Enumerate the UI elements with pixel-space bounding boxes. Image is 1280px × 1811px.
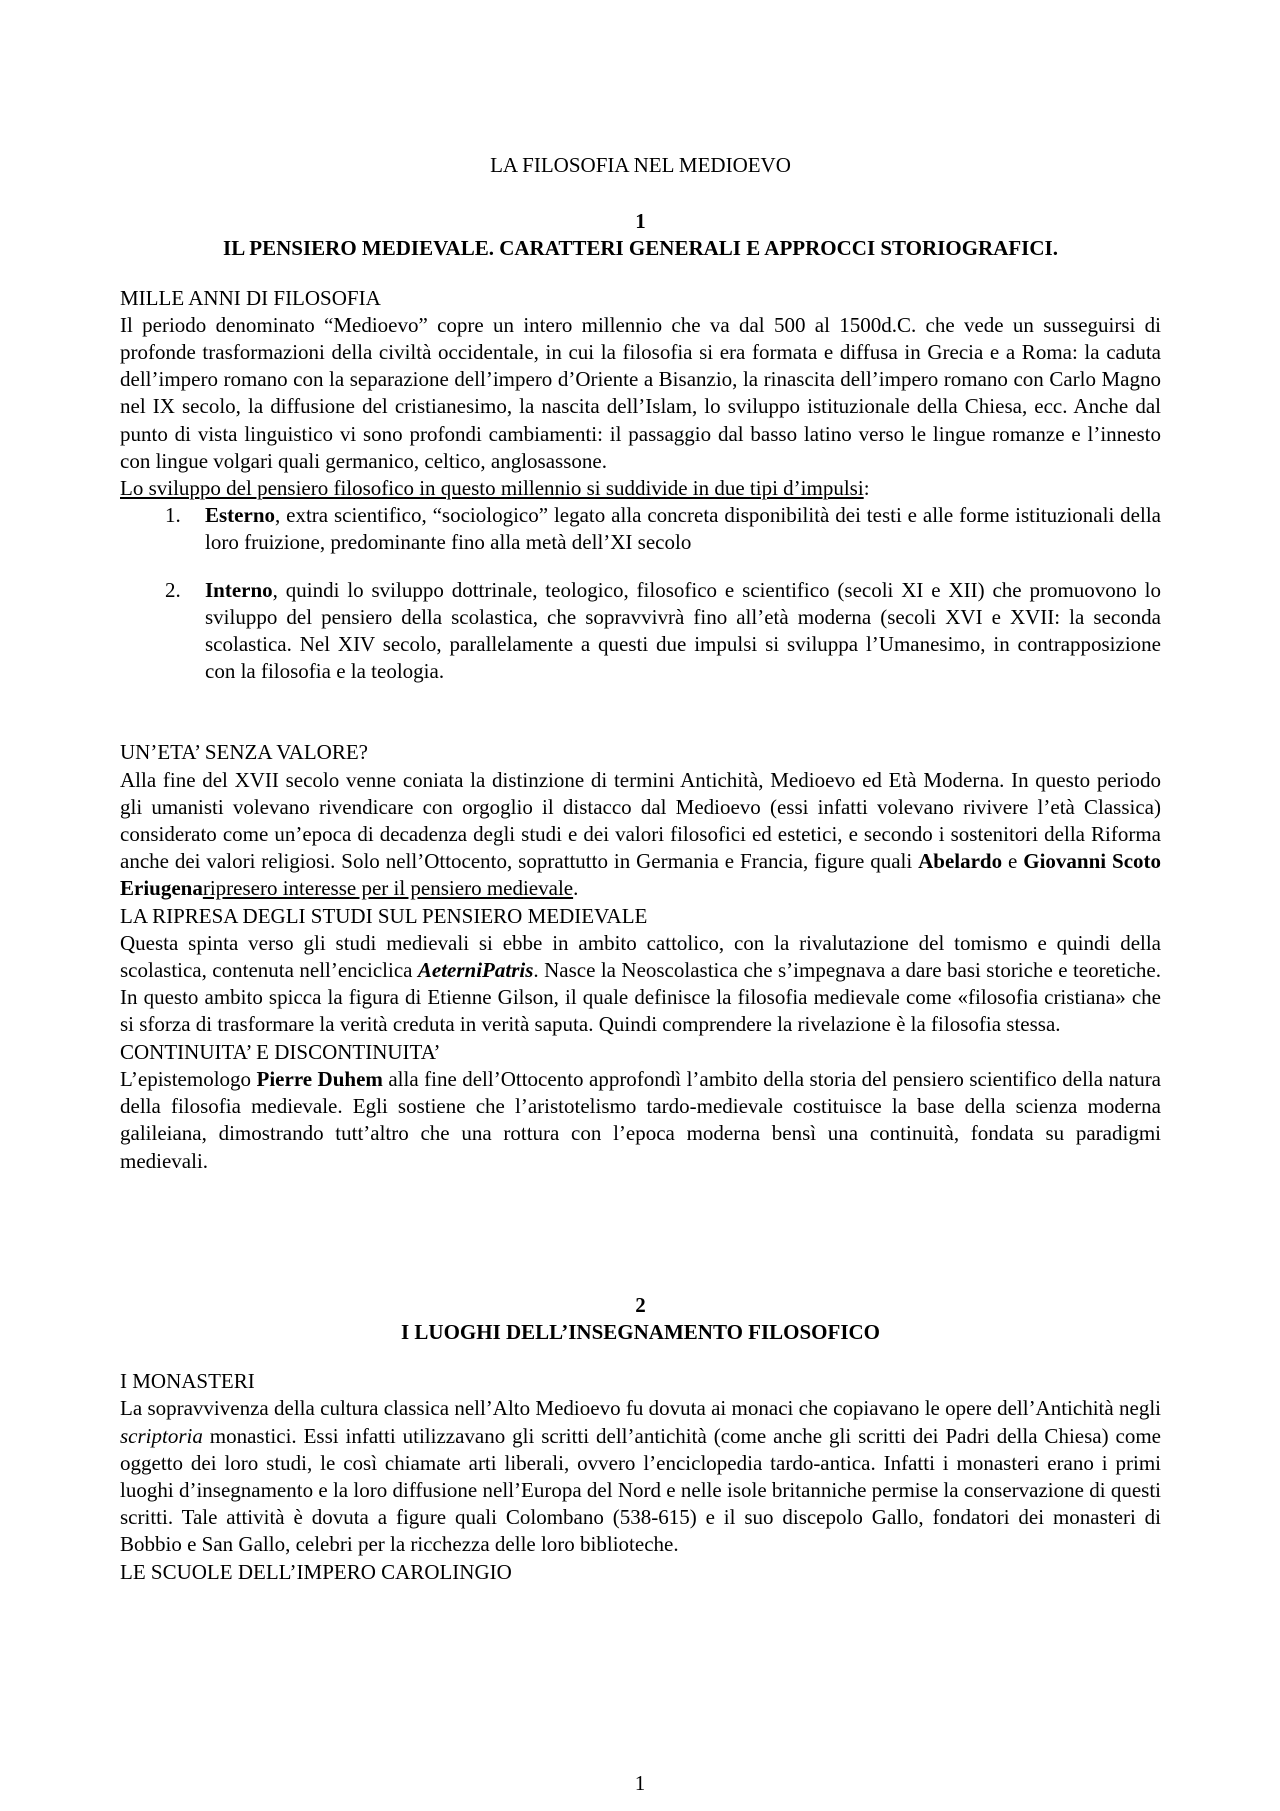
- page-number: 1: [634, 1771, 646, 1795]
- impulses-intro-underlined: Lo sviluppo del pensiero filosofico in questo millennio si suddivide in due tipi d’impulsi: [120, 476, 864, 501]
- chapter-1-number: 1: [635, 209, 646, 234]
- section-ripresa-heading: LA RIPRESA DEGLI STUDI SUL PENSIERO MEDIEVALE: [120, 903, 648, 928]
- list-item-term: Esterno: [205, 503, 275, 528]
- impulses-intro: [120, 475, 1161, 502]
- conjunction-text: e: [1002, 849, 1024, 874]
- section-mille-anni-paragraph: Il periodo denominato “Medioevo” copre un intero millennio che va dal 500 al 1500d.C. che vede un susseguirsi di profonde trasformazioni della civiltà occidentale, in cui la filosofia si era formata e diffusa in Grecia e a Roma: la caduta dell’impero romano con la separazione dell’impero d’Oriente a Bisanzio, la rinascita dell’impero romano con Carlo Magno nel IX secolo, la diffusione del cristianesimo, la nascita dell’Islam, lo sviluppo istituzionale della Chiesa, ecc. Anche dal punto di vista linguistico vi sono profondi cambiamenti: il passaggio dal basso latino verso le lingue romanze e l’innesto con lingue volgari quali germanico, celtico, anglosassone.: [120, 312, 1161, 473]
- section-spacer: [120, 685, 1161, 739]
- page-content: [120, 152, 1161, 1586]
- section-ripresa-paragraph: [120, 930, 1161, 1039]
- section-eta-text: Alla fine del XVII secolo venne coniata la distinzione di termini Antichità, Medioevo ed Età Moderna. In questo periodo gli umanisti volevano rivendicare con orgoglio il distacco dal Medioevo (essi infatti volevano rivivere l’età Classica) considerato come un’epoca di decadenza degli studi e dei valori filosofici ed estetici, e secondo i sostenitori della Riforma anche dei valori religiosi. Solo nell’Ottocento, soprattutto in Germania e Francia, figure quali: [120, 767, 1161, 874]
- section-monasteri-text-a: La sopravvivenza della cultura classica nell’Alto Medioevo fu dovuta ai monaci che copiavano le opere dell’Antichità negli: [120, 1396, 1161, 1421]
- list-item: [120, 577, 1161, 686]
- list-item-text: , extra scientifico, “sociologico” legato alla concreta disponibilità dei testi e alle forme istituzionali della loro fruizione, predominante fino alla metà dell’XI secolo: [205, 503, 1161, 555]
- encyclical-title: AeterniPatris: [417, 958, 534, 983]
- chapter-1-title: IL PENSIERO MEDIEVALE. CARATTERI GENERALI E APPROCCI STORIOGRAFICI.: [223, 236, 1058, 261]
- name-abelardo: Abelardo: [918, 849, 1003, 874]
- list-item: [120, 502, 1161, 556]
- impulses-intro-colon: :: [863, 476, 870, 501]
- impulses-list: [120, 502, 1161, 685]
- section-eta-heading: UN’ETA’ SENZA VALORE?: [120, 740, 368, 765]
- section-ripresa-text-a: Questa spinta verso gli studi medievali si ebbe in ambito cattolico, con la rivalutazione del tomismo e quindi della scolastica, contenuta nell’enciclica: [120, 930, 1161, 983]
- section-monasteri-heading: I MONASTERI: [120, 1369, 255, 1394]
- chapter-2-title: I LUOGHI DELL’INSEGNAMENTO FILOSOFICO: [400, 1319, 881, 1344]
- list-spacer: [120, 557, 1161, 577]
- section-ripresa-text-b: . Nasce la Neoscolastica che s’impegnava a dare basi storiche e teoretiche. In questo ambito spicca la figura di Etienne Gilson, il quale definisce la filosofia medievale come «filosofia cristiana» che si sforza di trasformare la verità creduta in verità saputa. Quindi comprendere la rivelazione è la filosofia stessa.: [120, 958, 1161, 1037]
- chapter-spacer: [120, 1175, 1161, 1292]
- section-monasteri-paragraph: [120, 1395, 1161, 1558]
- section-scuole-heading: LE SCUOLE DELL’IMPERO CAROLINGIO: [120, 1559, 512, 1584]
- section-mille-anni-heading: MILLE ANNI DI FILOSOFIA: [120, 285, 381, 310]
- section-continuita-heading: CONTINUITA’ E DISCONTINUITA’: [120, 1039, 441, 1064]
- list-item-number: 2.: [165, 577, 181, 602]
- chapter-2-number: 2: [635, 1292, 646, 1317]
- name-eriugena: Giovanni Scoto Eriugena: [120, 849, 1162, 901]
- list-item-term: Interno: [205, 577, 273, 602]
- name-duhem: Pierre Duhem: [256, 1066, 383, 1091]
- section-continuita-paragraph: [120, 1066, 1161, 1175]
- section-continuita-text-b: alla fine dell’Ottocento approfondì l’ambito della storia del pensiero scientifico della natura della filosofia medievale. Egli sostiene che l’aristotelismo tardo-medievale costituisce la base della scienza moderna galileiana, dimostrando tutt’altro che una rottura con l’epoca moderna bensì una continuità, fondata su paradigmi medievali.: [120, 1066, 1162, 1173]
- underlined-phrase: ripresero interesse per il pensiero medievale: [202, 876, 574, 901]
- section-continuita-text-a: L’epistemologo: [120, 1066, 257, 1091]
- section-monasteri-text-b: monastici. Essi infatti utilizzavano gli scritti dell’antichità (come anche gli scritti dei Padri della Chiesa) come oggetto dei loro studi, le così chiamate arti liberali, ovvero l’enciclopedia tardo-antica. Infatti i monasteri erano i primi luoghi d’insegnamento e la loro diffusione nell’Europa del Nord e nelle isole britanniche permise la conservazione di questi scritti. Tale attività è dovuta a figure quali Colombano (538-615) e il suo discepolo Gallo, fondatori dei monasteri di Bobbio e San Gallo, celebri per la ricchezza delle loro biblioteche.: [120, 1423, 1161, 1557]
- document-title: LA FILOSOFIA NEL MEDIOEVO: [490, 153, 791, 177]
- section-eta-paragraph: [120, 767, 1161, 903]
- list-item-number: 1.: [165, 503, 181, 528]
- list-item-text: , quindi lo sviluppo dottrinale, teologico, filosofico e scientifico (secoli XI e XII) che promuovono lo sviluppo del pensiero della scolastica, che sopravvivrà fino all’età moderna (secoli XVI e XVII: la seconda scolastica. Nel XIV secolo, parallelamente a questi due impulsi si sviluppa l’Umanesimo, in contrapposizione con la filosofia e la teologia.: [205, 577, 1161, 684]
- sentence-end: .: [573, 876, 579, 901]
- scriptoria-term: scriptoria: [120, 1423, 203, 1448]
